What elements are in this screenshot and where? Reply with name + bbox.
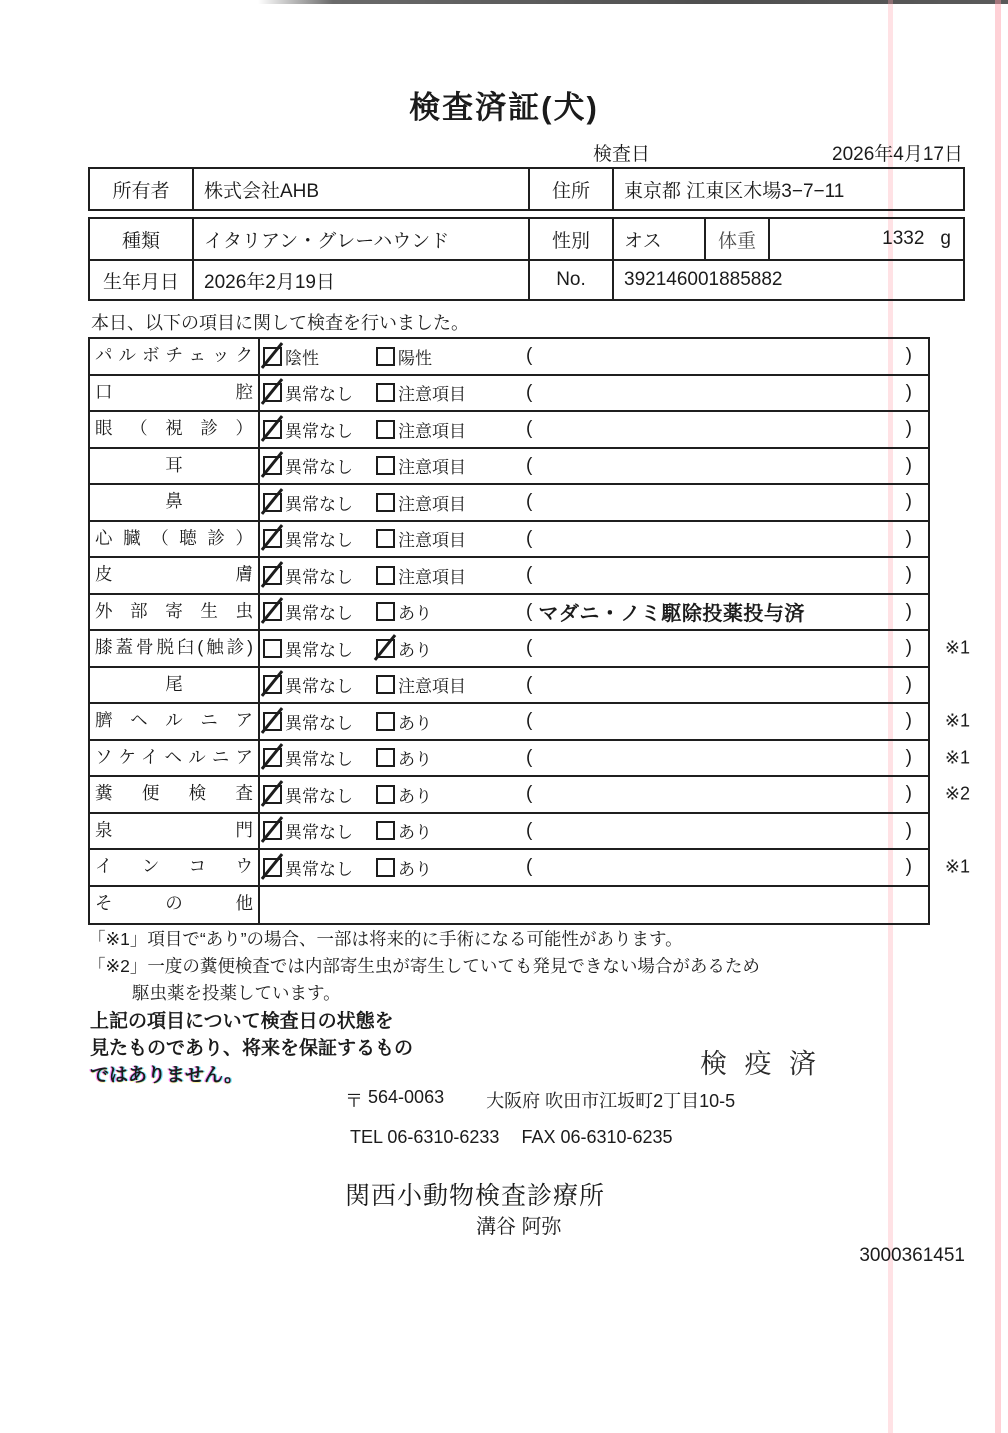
open-paren: ( [526,418,533,440]
result-option-2: 注意項目 [376,563,526,588]
close-paren: ) [905,454,912,476]
checkbox-icon [376,748,395,767]
checklist-row [90,485,928,522]
result-option-1: 異常なし [263,526,376,551]
checklist-row [90,376,928,413]
exam-item-label: 皮膚 [90,558,260,593]
checklist-row [90,412,928,449]
result-option-1: 異常なし [263,490,376,515]
result-option-2: あり [376,855,526,880]
disclaimer-line-3: ではありません。 [90,1065,244,1086]
checklist-row [90,339,928,376]
exam-item-label: 泉門 [90,814,260,849]
checkbox-icon [376,529,395,548]
checklist-row [90,850,970,887]
open-paren: ( [526,819,533,841]
footnote-2: 「※2」一度の糞便検査では内部寄生虫が寄生していても発見できない場合があるため [88,956,760,976]
result-option-2: あり [376,709,526,734]
result-option-2: あり [376,636,526,661]
checkbox-icon [376,821,395,840]
owner-value: 株式会社AHB [194,169,530,209]
checkbox-icon [263,821,282,840]
address-label: 住所 [530,169,614,209]
clinic-address: 大阪府 吹田市江坂町2丁目10-5 [486,1091,736,1111]
checkbox-icon [376,566,395,585]
checklist-row [90,631,970,668]
inspection-date-value: 2026年4月17日 [832,144,963,165]
birth-label: 生年月日 [90,261,194,299]
close-paren: ) [905,564,912,586]
result-option-2: あり [376,818,526,843]
checkbox-icon [263,639,282,658]
result-option-2: 陽性 [376,344,526,369]
close-paren: ) [905,637,912,659]
footnote-ref: ※2 [944,783,970,804]
no-value: 392146001885882 [624,269,783,290]
checkbox-icon [263,858,282,877]
exam-item-label: 鼻 [90,485,260,520]
checklist-row [90,777,970,814]
checkbox-icon [376,785,395,804]
open-paren: ( [526,746,533,768]
result-option-1: 異常なし [263,818,376,843]
footnotes-block [88,926,760,1007]
checklist-row [90,595,928,632]
result-option-1: 異常なし [263,453,376,478]
check-mark-icon [261,524,283,551]
inspection-date-label: 検査日 [593,144,651,165]
checkbox-icon [376,347,395,366]
result-option-1: 異常なし [263,380,376,405]
owner-row [90,169,963,209]
checklist-row [90,814,928,851]
breed-label: 種類 [90,219,194,259]
checkbox-icon [263,383,282,402]
exam-item-label: 耳 [90,449,260,484]
result-option-1: 異常なし [263,709,376,734]
postal-code: 564-0063 [368,1087,445,1107]
exam-item-label: ソケイヘルニア [90,741,260,776]
footnote-ref: ※1 [944,747,970,768]
check-mark-icon [261,451,283,478]
result-option-1: 異常なし [263,636,376,661]
check-mark-icon [261,597,283,624]
open-paren: ( [526,345,533,367]
checkbox-icon [263,529,282,548]
result-option-1: 異常なし [263,782,376,807]
result-option-1: 陰性 [263,344,376,369]
result-option-2: 注意項目 [376,417,526,442]
result-option-1: 異常なし [263,417,376,442]
exam-item-label: パルボチェック [90,339,260,374]
check-mark-icon [261,853,283,880]
open-paren: ( [526,564,533,586]
footnote-ref: ※1 [944,856,970,877]
close-paren: ) [905,345,912,367]
exam-item-label: 外部寄生虫 [90,595,260,630]
check-mark-icon [261,415,283,442]
result-note: マダニ・ノミ駆除投薬投与済 [538,603,805,626]
checkbox-icon [376,639,395,658]
result-option-2: あり [376,782,526,807]
exam-item-label: インコウ [90,850,260,885]
pet-table [88,217,965,301]
open-paren: ( [526,527,533,549]
open-paren: ( [526,710,533,732]
checkbox-icon [263,566,282,585]
result-option-2: 注意項目 [376,380,526,405]
exam-item-label: 糞便検査 [90,777,260,812]
sex-value: オス [614,219,706,259]
check-mark-icon [374,634,396,661]
checkbox-icon [376,383,395,402]
checklist-row [90,887,928,924]
close-paren: ) [905,710,912,732]
exam-item-label: 心臓（聴診） [90,522,260,557]
checkbox-icon [376,602,395,621]
disclaimer-block [90,1008,413,1089]
serial-number: 3000361451 [859,1245,965,1266]
clinic-fax: FAX 06-6310-6235 [521,1127,673,1147]
close-paren: ) [905,527,912,549]
result-option-1: 異常なし [263,599,376,624]
checklist-row [90,522,928,559]
clinic-name: 関西小動物検査診療所 [345,1182,606,1210]
check-mark-icon [261,743,283,770]
checkbox-icon [263,456,282,475]
checkbox-icon [376,493,395,512]
checkbox-icon [263,785,282,804]
breed-row [90,219,963,259]
checkbox-icon [376,675,395,694]
open-paren: ( [526,673,533,695]
open-paren: ( [526,856,533,878]
close-paren: ) [905,856,912,878]
checklist-table [88,337,970,925]
check-mark-icon [261,342,283,369]
open-paren: ( [526,637,533,659]
check-mark-icon [261,670,283,697]
checklist-row [90,449,928,486]
checkbox-icon [263,420,282,439]
checkbox-icon [376,420,395,439]
quarantine-stamp: 検 疫 済 [700,1049,822,1079]
disclaimer-line-1: 上記の項目について検査日の状態を [90,1011,394,1032]
birth-row [90,259,963,299]
close-paren: ) [905,673,912,695]
check-mark-icon [261,488,283,515]
breed-value: イタリアン・グレーハウンド [194,219,530,259]
clinic-address-line [345,1087,735,1113]
close-paren: ) [905,381,912,403]
close-paren: ) [905,491,912,513]
result-option-1: 異常なし [263,563,376,588]
owner-table [88,167,965,211]
checkbox-icon [263,712,282,731]
checkbox-icon [376,712,395,731]
result-option-1: 異常なし [263,855,376,880]
result-option-2: あり [376,745,526,770]
document-title: 検査済証(犬) [409,90,599,125]
sex-label: 性別 [530,219,614,259]
result-option-2: 注意項目 [376,453,526,478]
result-option-2: あり [376,599,526,624]
checkbox-icon [263,493,282,512]
result-option-1: 異常なし [263,745,376,770]
open-paren: ( [526,600,533,622]
result-option-2: 注意項目 [376,526,526,551]
checkbox-icon [376,456,395,475]
check-mark-icon [261,378,283,405]
check-mark-icon [261,816,283,843]
footnote-1: 「※1」項目で“あり”の場合、一部は将来的に手術になる可能性があります。 [88,929,683,949]
disclaimer-line-2: 見たものであり、将来を保証するもの [90,1038,414,1059]
postal-mark: 〒 [345,1091,363,1111]
close-paren: ) [905,783,912,805]
open-paren: ( [526,381,533,403]
veterinarian-name: 溝谷 阿弥 [476,1216,562,1238]
weight-label: 体重 [706,219,770,259]
clinic-tel: TEL 06-6310-6233 [350,1127,500,1147]
open-paren: ( [526,454,533,476]
footnote-ref: ※1 [944,637,970,658]
close-paren: ) [905,418,912,440]
footnote-ref: ※1 [944,710,970,731]
exam-item-label: 膝蓋骨脱臼(触診) [90,631,260,666]
open-paren: ( [526,491,533,513]
footnote-2-continued: 駆虫薬を投薬しています。 [132,983,341,1003]
exam-item-label: 臍ヘルニア [90,704,260,739]
intro-text: 本日、以下の項目に関して検査を行いました。 [91,313,469,333]
check-mark-icon [261,780,283,807]
checkbox-icon [376,858,395,877]
exam-item-label: 口腔 [90,376,260,411]
open-paren: ( [526,783,533,805]
scan-pink-line-edge [995,0,1001,1433]
checklist-row [90,704,970,741]
weight-value: 1332 [882,228,925,249]
checklist-row [90,741,970,778]
check-mark-icon [261,707,283,734]
close-paren: ) [905,746,912,768]
address-value: 東京都 江東区木場3−7−11 [624,180,845,202]
no-label: No. [530,261,614,299]
scanner-edge-artifact [258,0,1008,4]
exam-item-label: 尾 [90,668,260,703]
birth-value: 2026年2月19日 [194,261,530,299]
result-option-2: 注意項目 [376,490,526,515]
result-option-2: 注意項目 [376,672,526,697]
clinic-phone-line [350,1127,673,1148]
result-option-1: 異常なし [263,672,376,697]
exam-item-label: 眼（視診） [90,412,260,447]
checkbox-icon [263,602,282,621]
check-mark-icon [261,561,283,588]
weight-unit: g [940,228,951,249]
checkbox-icon [263,748,282,767]
checkbox-icon [263,675,282,694]
weight-value-cell [770,219,963,259]
close-paren: ) [905,819,912,841]
owner-label: 所有者 [90,169,194,209]
exam-item-label: その他 [90,887,260,924]
checkbox-icon [263,347,282,366]
checklist-row [90,558,928,595]
checklist-row [90,668,928,705]
close-paren: ) [905,600,912,622]
